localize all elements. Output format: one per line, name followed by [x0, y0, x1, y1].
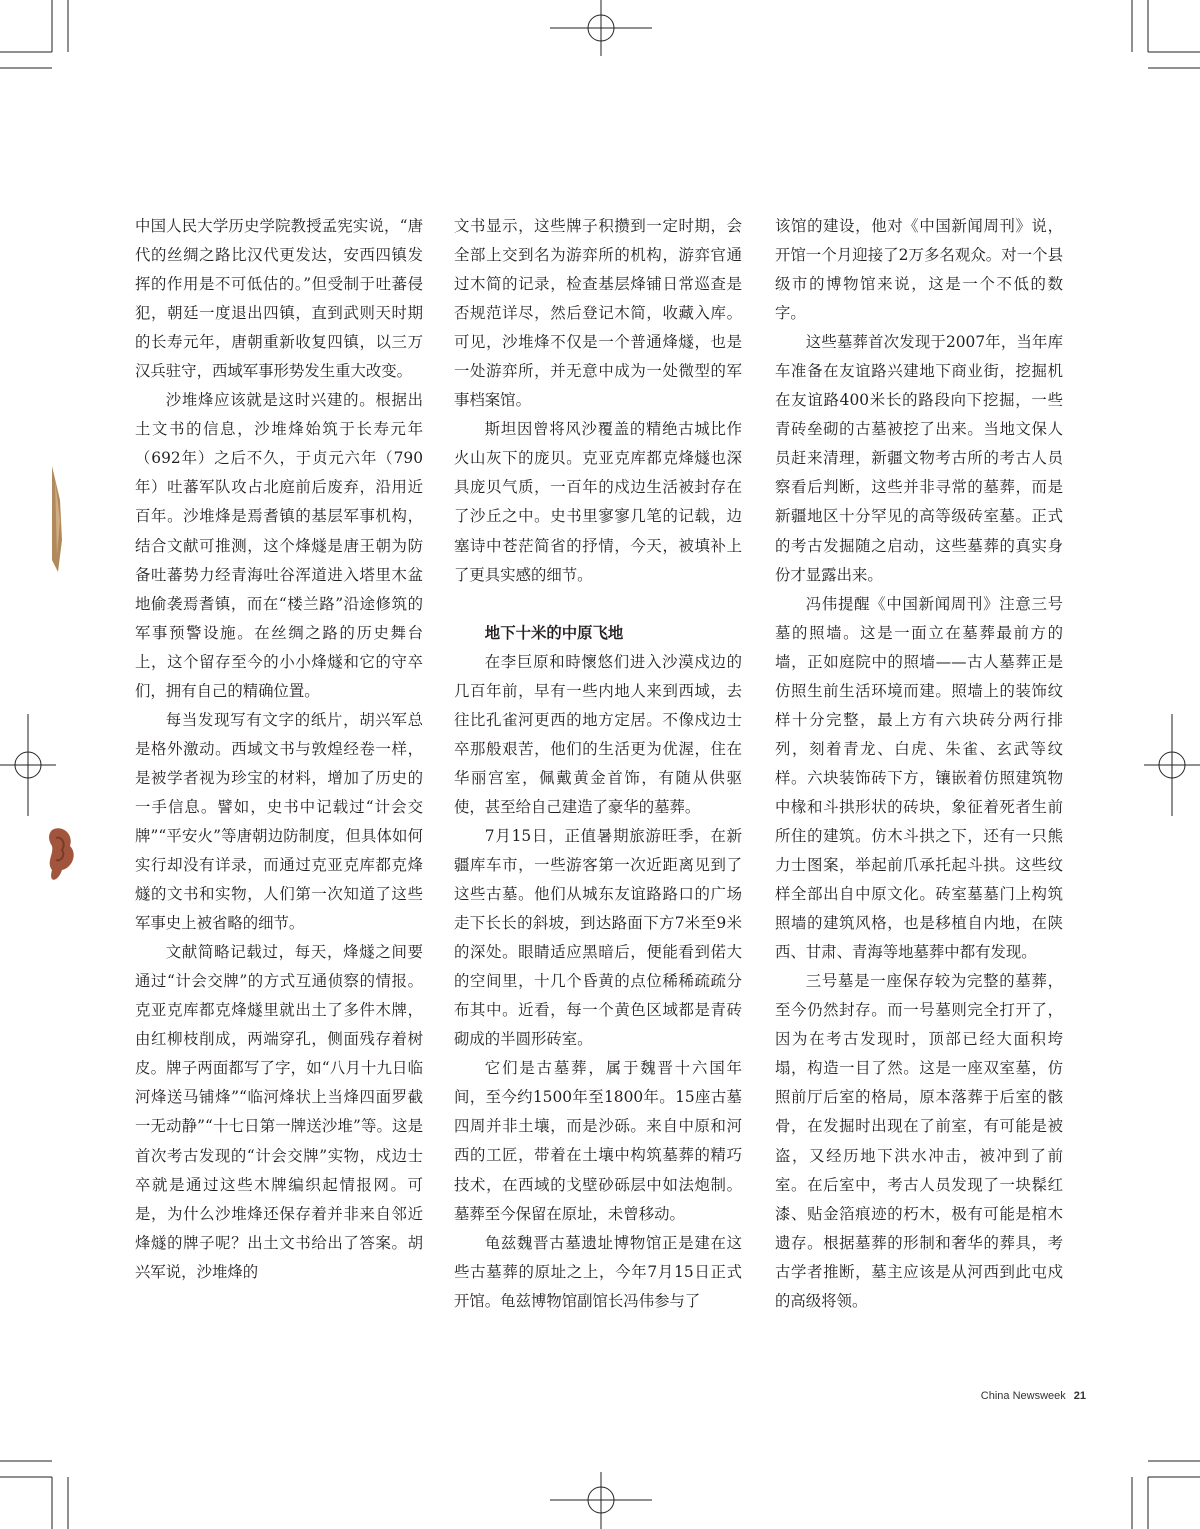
column-2-paragraph-2: 斯坦因曾将风沙覆盖的精绝古城比作火山灰下的庞贝。克亚克库都克烽燧也深具庞贝气质，一百年的戍边生活被封存在了沙丘之中。史书里寥寥几笔的记载，边塞诗中苍茫简省的抒情，今天，被填补上了更具实感的细节。 [454, 420, 742, 584]
column-2-paragraph-1: 文书显示，这些牌子积攒到一定时期，会全部上交到名为游弈所的机构，游弈官通过木简的记录，检查基层烽铺日常巡查是否规范详尽，然后登记木简，收藏入库。可见，沙堆烽不仅是一个普通烽燧，也是一处游弈所，并无意中成为一处微型的军事档案馆。 [454, 217, 742, 410]
column-1-paragraph-1: 中国人民大学历史学院教授孟宪实说，“唐代的丝绸之路比汉代更发达，安西四镇发挥的作用是不可低估的。”但受制于吐蕃侵犯，朝廷一度退出四镇，直到武则天时期的长寿元年，唐朝重新收复四镇，以三万汉兵驻守，西域军事形势发生重大改变。 [135, 217, 423, 381]
article-column-3 [775, 212, 1063, 1316]
column-1-paragraph-2: 沙堆烽应该就是这时兴建的。根据出土文书的信息，沙堆烽始筑于长寿元年（692年）之后不久，于贞元六年（790年）吐蕃军队攻占北庭前后废弃，沿用近百年。沙堆烽是焉耆镇的基层军事机构，结合文献可推测，这个烽燧是唐王朝为防备吐蕃势力经青海吐谷浑道进入塔里木盆地偷袭焉耆镇，而在“楼兰路”沿途修筑的军事预警设施。在丝绸之路的历史舞台上，这个留存至今的小小烽燧和它的守卒们，拥有自己的精确位置。 [135, 391, 423, 700]
artifact-photo-edge-top [0, 460, 70, 580]
crop-mark-bottom-right [1132, 1461, 1200, 1529]
section-heading: 地下十米的中原飞地 [484, 623, 624, 642]
column-3-paragraph-4: 三号墓是一座保存较为完整的墓葬，至今仍然封存。而一号墓则完全打开了，因为在考古发现时，顶部已经大面积垮塌，构造一目了然。这是一座双室墓，仿照前厅后室的格局，原本落葬于后室的骸骨，在发掘时出现在了前室，有可能是被盗，又经历地下洪水冲击，被冲到了前室。在后室中，考古人员发现了一块髹红漆、贴金箔痕迹的朽木，极有可能是棺木遗存。根据墓葬的形制和奢华的葬具，考古学者推断，墓主应该是从河西到此屯戍的高级将领。 [775, 972, 1063, 1310]
article-column-2 [454, 212, 742, 1316]
crop-mark-bottom-left [0, 1461, 68, 1529]
page-number: 21 [1073, 1390, 1086, 1402]
article-column-1 [135, 212, 423, 1287]
page-footer [981, 1390, 1086, 1402]
column-3-paragraph-1: 该馆的建设，他对《中国新闻周刊》说，开馆一个月迎接了2万多名观众。对一个县级市的博物馆来说，这是一个不低的数字。 [775, 217, 1063, 323]
column-1-paragraph-4: 文献简略记载过，每天，烽燧之间要通过“计会交牌”的方式互通侦察的情报。克亚克库都克烽燧里就出土了多件木牌，由红柳枝削成，两端穿孔，侧面残存着树皮。牌子两面都写了字，如“八月十九日临河烽送马铺烽”“临河烽状上当烽四面罗截一无动静”“十七日第一牌送沙堆”等。这是首次考古发现的“计会交牌”实物，戍边士卒就是通过这些木牌编织起情报网。可是，为什么沙堆烽还保存着并非来自邻近烽燧的牌子呢？出土文书给出了答案。胡兴军说，沙堆烽的 [135, 943, 423, 1281]
column-3-paragraph-2: 这些墓葬首次发现于2007年，当年库车准备在友谊路兴建地下商业街，挖掘机在友谊路400米长的路段向下挖掘，一些青砖垒砌的古墓被挖了出来。当地文保人员赶来清理，新疆文物考古所的考古人员察看后判断，这些并非寻常的墓葬，而是新疆地区十分罕见的高等级砖室墓。正式的考古发掘随之启动，这些墓葬的真实身份才显露出来。 [775, 333, 1063, 584]
registration-target-top [550, 0, 652, 56]
registration-target-right [1144, 714, 1200, 816]
artifact-photo-edge-bottom [0, 810, 80, 900]
column-2-paragraph-5: 它们是古墓葬，属于魏晋十六国年间，至今约1500年至1800年。15座古墓四周并非土壤，而是沙砾。来自中原和河西的工匠，带着在土壤中构筑墓葬的精巧技术，在西域的戈壁砂砾层中如法炮制。墓葬至今保留在原址，未曾移动。 [454, 1059, 742, 1223]
section-spacer [454, 590, 742, 619]
column-2-paragraph-4: 7月15日，正值暑期旅游旺季，在新疆库车市，一些游客第一次近距离见到了这些古墓。他们从城东友谊路路口的广场走下长长的斜坡，到达路面下方7米至9米的深处。眼睛适应黑暗后，便能看到偌大的空间里，十几个昏黄的点位稀稀疏疏分布其中。近看，每一个黄色区域都是青砖砌成的半圆形砖室。 [454, 826, 742, 1049]
column-2-paragraph-3: 在李巨原和時懷悠们进入沙漠戍边的几百年前，早有一些内地人来到西域，去往比孔雀河更西的地方定居。不像戍边士卒那般艰苦，他们的生活更为优渥，住在华丽宫室，佩戴黄金首饰，有随从供驱使，甚至给自己建造了豪华的墓葬。 [454, 652, 742, 816]
column-2-paragraph-6: 龟兹魏晋古墓遗址博物馆正是建在这些古墓葬的原址之上，今年7月15日正式开馆。龟兹博物馆副馆长冯伟参与了 [454, 1233, 742, 1310]
magazine-name: China Newsweek [980, 1390, 1066, 1402]
crop-mark-top-left [0, 0, 68, 68]
crop-mark-top-right [1132, 0, 1200, 68]
column-3-paragraph-3: 冯伟提醒《中国新闻周刊》注意三号墓的照墙。这是一面立在墓葬最前方的墙，正如庭院中的照墙——古人墓葬正是仿照生前生活环境而建。照墙上的装饰纹样十分完整，最上方有六块砖分两行排列，刻着青龙、白虎、朱雀、玄武等纹样。六块装饰砖下方，镶嵌着仿照建筑物中椽和斗拱形状的砖块，象征着死者生前所住的建筑。仿木斗拱之下，还有一只熊力士图案，举起前爪承托起斗拱。这些纹样全部出自中原文化。砖室墓墓门上构筑照墙的建筑风格，也是移植自内地，在陕西、甘肃、青海等地墓葬中都有发现。 [775, 594, 1063, 962]
column-1-paragraph-3: 每当发现写有文字的纸片，胡兴军总是格外激动。西域文书与敦煌经卷一样，是被学者视为珍宝的材料，增加了历史的一手信息。譬如，史书中记载过“计会交牌”“平安火”等唐朝边防制度，但具体如何实行却没有详录，而通过克亚克库都克烽燧的文书和实物，人们第一次知道了这些军事史上被省略的细节。 [135, 710, 423, 933]
registration-target-bottom [550, 1472, 652, 1529]
registration-target-left [0, 714, 56, 816]
